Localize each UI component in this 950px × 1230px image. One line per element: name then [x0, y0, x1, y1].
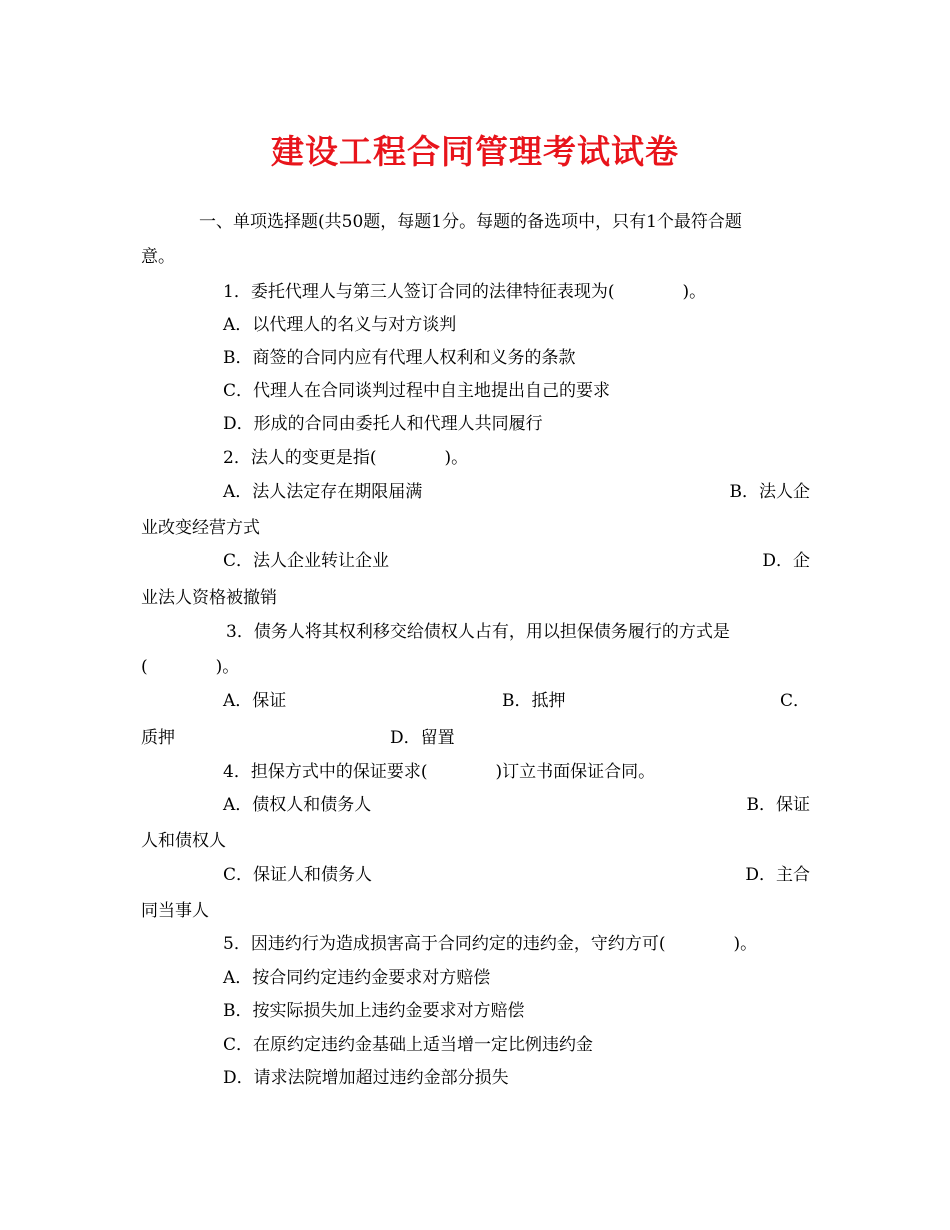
question-2-option-b-wrap: 业改变经营方式	[141, 518, 260, 538]
question-5-stem: 5．因违约行为造成损害高于合同约定的违约金，守约方可( )。	[223, 934, 758, 954]
question-4-option-c: C．保证人和债务人	[223, 865, 373, 885]
question-5-option-d: D．请求法院增加超过违约金部分损失	[223, 1068, 509, 1088]
question-3-stem-line2: ( )。	[141, 657, 240, 677]
question-4-option-b: B．保证	[746, 795, 810, 815]
question-5-option-b: B．按实际损失加上违约金要求对方赔偿	[223, 1001, 525, 1021]
question-1-option-c: C．代理人在合同谈判过程中自主地提出自己的要求	[223, 381, 611, 401]
question-1-stem: 1．委托代理人与第三人签订合同的法律特征表现为( )。	[223, 282, 707, 302]
section-intro-line1: 一、单项选择题(共50题，每题1分。每题的备选项中，只有1个最符合题	[199, 212, 742, 232]
document-title: 建设工程合同管理考试试卷	[271, 132, 679, 171]
question-3-option-b: B．抵押	[502, 691, 566, 711]
question-5-option-c: C．在原约定违约金基础上适当增一定比例违约金	[223, 1035, 594, 1055]
question-2-option-d: D．企	[762, 551, 810, 571]
section-intro-line2: 意。	[141, 247, 175, 267]
question-1-option-b: B．商签的合同内应有代理人权利和义务的条款	[223, 348, 576, 368]
question-1-option-a: A．以代理人的名义与对方谈判	[223, 315, 457, 335]
question-4-option-d: D．主合	[745, 865, 810, 885]
question-4-option-b-wrap: 人和债权人	[141, 831, 226, 851]
question-3-stem-line1: 3．债务人将其权利移交给债权人占有，用以担保债务履行的方式是	[226, 622, 730, 642]
question-1-option-d: D．形成的合同由委托人和代理人共同履行	[223, 414, 543, 434]
question-3-option-d: D．留置	[390, 728, 455, 748]
question-5-option-a: A．按合同约定违约金要求对方赔偿	[223, 968, 491, 988]
question-4-option-a: A．债权人和债务人	[223, 795, 372, 815]
question-2-option-b: B．法人企	[729, 482, 810, 502]
question-3-option-c-wrap: 质押	[141, 728, 175, 748]
question-2-option-d-wrap: 业法人资格被撤销	[141, 588, 277, 608]
question-2-option-c: C．法人企业转让企业	[223, 551, 390, 571]
question-2-option-a: A．法人法定存在期限届满	[223, 482, 423, 502]
question-3-option-a: A．保证	[223, 691, 287, 711]
question-4-stem: 4．担保方式中的保证要求( )订立书面保证合同。	[223, 762, 656, 782]
question-3-option-c: C．	[779, 691, 810, 711]
question-2-stem: 2．法人的变更是指( )。	[223, 448, 469, 468]
question-4-option-d-wrap: 同当事人	[141, 901, 209, 921]
